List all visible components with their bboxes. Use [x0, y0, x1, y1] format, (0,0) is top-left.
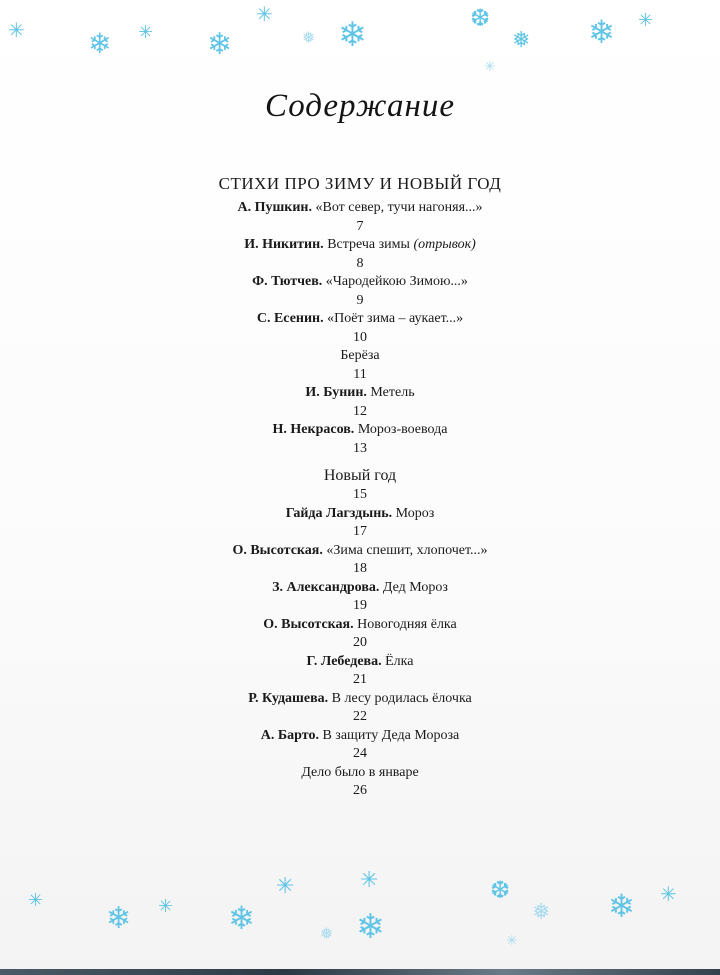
- snowflake-icon: ❄: [356, 907, 385, 947]
- entry-page: 17: [353, 524, 367, 539]
- toc-entry: [0, 236, 720, 273]
- entry-page: 19: [353, 598, 367, 613]
- snowflake-icon: ✳: [158, 896, 174, 917]
- entry-title: Дело было в январе: [301, 764, 419, 780]
- entry-page: 10: [353, 329, 367, 345]
- entry-page: 12: [353, 403, 367, 419]
- snowflake-icon: ✳: [138, 22, 154, 43]
- snowflake-icon: ❄: [106, 901, 132, 936]
- page-title: Содержание: [264, 88, 455, 124]
- entry-author: А. Барто.: [260, 727, 319, 743]
- toc-entry: [0, 199, 720, 236]
- subsection-heading: Новый год: [323, 467, 397, 484]
- entry-title: Мороз: [392, 505, 435, 521]
- entry-page: 7: [356, 218, 364, 234]
- entry-title: Ёлка: [381, 653, 414, 669]
- snowflake-icon: ❄: [228, 899, 255, 937]
- entry-author: А. Пушкин.: [237, 200, 312, 215]
- entry-title: В защиту Деда Мороза: [318, 727, 460, 743]
- entry-page: 21: [353, 672, 367, 687]
- snowflake-icon: ❅: [512, 28, 531, 53]
- snowflake-icon: ❅: [532, 900, 551, 925]
- entry-author: И. Никитин.: [244, 237, 324, 252]
- toc-entry: [0, 347, 720, 384]
- table-of-contents: [0, 173, 720, 801]
- entry-title: «Вот север, тучи нагоняя...»: [311, 200, 483, 215]
- toc-entry: [0, 542, 720, 579]
- toc-entry: [0, 273, 720, 310]
- snowflake-icon: ✳: [484, 59, 496, 75]
- entry-page: 15: [353, 487, 367, 502]
- toc-entry: [0, 653, 720, 690]
- snowflake-icon: ✳: [8, 18, 25, 42]
- entry-page: 13: [353, 440, 367, 456]
- toc-entry: [0, 764, 720, 801]
- entry-author: Г. Лебедева.: [306, 653, 382, 669]
- toc-entry: [0, 384, 720, 421]
- entry-page: 24: [353, 746, 367, 761]
- entry-page: 20: [353, 635, 367, 650]
- entry-author: О. Высотская.: [232, 542, 323, 558]
- snowflake-icon: ❄: [608, 887, 635, 925]
- entry-title: В лесу родилась ёлочка: [328, 690, 472, 706]
- toc-entry: [0, 690, 720, 727]
- entry-page: 11: [353, 366, 367, 382]
- toc-entry: [0, 421, 720, 458]
- snowflake-icon: ❄: [338, 15, 367, 55]
- entry-author: Гайда Лагздынь.: [285, 505, 393, 521]
- section-heading: СТИХИ ПРО ЗИМУ И НОВЫЙ ГОД: [218, 174, 502, 193]
- entry-author: Н. Некрасов.: [272, 422, 355, 437]
- toc-entry: [0, 727, 720, 764]
- entry-title: Дед Мороз: [379, 579, 448, 595]
- entry-page: 26: [353, 783, 367, 798]
- entry-title: «Зима спешит, хлопочет...»: [322, 542, 488, 558]
- snowflake-icon: ✳: [28, 890, 44, 911]
- entry-page: 22: [353, 709, 367, 724]
- entry-title: Метель: [366, 385, 415, 400]
- page-bottom-edge: [0, 969, 720, 975]
- snowflake-icon: ✳: [360, 868, 379, 893]
- snowflake-icon: ❅: [320, 924, 334, 943]
- entry-title: «Поёт зима – аукает...»: [323, 311, 464, 326]
- toc-subsection: [0, 466, 720, 505]
- snowflake-icon: ❅: [302, 28, 316, 47]
- entry-author: Р. Кудашева.: [248, 690, 329, 706]
- entry-page: 8: [356, 255, 364, 271]
- entry-page: 9: [356, 292, 364, 308]
- entry-title: Новогодняя ёлка: [353, 616, 457, 632]
- entry-page: 18: [353, 561, 367, 576]
- snowflake-icon: ✳: [638, 10, 654, 31]
- toc-entry: [0, 579, 720, 616]
- toc-entry: [0, 310, 720, 347]
- snowflake-icon: ✳: [506, 933, 518, 949]
- entry-author: С. Есенин.: [256, 311, 324, 326]
- entry-title: Берёза: [340, 348, 380, 363]
- entry-author: И. Бунин.: [305, 385, 367, 400]
- entry-note: (отрывок): [413, 237, 476, 252]
- entry-title: «Чародейкою Зимою...»: [322, 274, 468, 289]
- entry-title: Встреча зимы: [323, 237, 414, 252]
- entry-author: О. Высотская.: [263, 616, 354, 632]
- snowflake-icon: ❄: [588, 13, 615, 51]
- entry-author: З. Александрова.: [272, 579, 380, 595]
- snowflake-icon: ✳: [660, 882, 677, 906]
- snowflake-icon: ❄: [88, 27, 112, 60]
- snowflake-icon: ❆: [490, 876, 511, 904]
- entry-title: Мороз-воевода: [354, 422, 448, 437]
- snowflake-icon: ❆: [470, 4, 491, 32]
- entry-author: Ф. Тютчев.: [252, 274, 323, 289]
- snowflake-icon: ✳: [256, 2, 273, 26]
- snowflake-icon: ❄: [207, 27, 233, 62]
- snowflake-icon: ✳: [276, 874, 295, 899]
- toc-entry: [0, 505, 720, 542]
- toc-entry: [0, 616, 720, 653]
